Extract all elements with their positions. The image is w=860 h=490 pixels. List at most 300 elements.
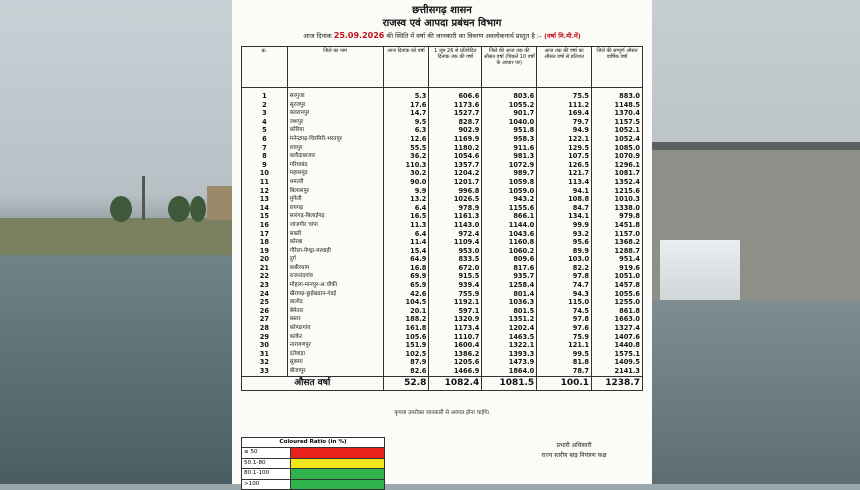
annual-avg-cell: 1575.1 (592, 350, 643, 359)
table-row (242, 307, 643, 316)
serial-cell: 25 (242, 298, 288, 307)
avg-to-date-cell: 1040.0 (482, 118, 537, 127)
since-june-cell: 1169.9 (429, 135, 482, 144)
since-june-cell: 1173.4 (429, 324, 482, 333)
percent-cell: 111.2 (537, 101, 592, 110)
table-row (242, 298, 643, 307)
avg-to-date-cell: 951.8 (482, 126, 537, 135)
avg-to-date-cell: 1160.8 (482, 238, 537, 247)
table-row (242, 247, 643, 256)
since-june-cell: 1026.5 (429, 195, 482, 204)
annual-avg-cell: 1010.3 (592, 195, 643, 204)
avg-to-date-cell: 943.2 (482, 195, 537, 204)
avg-to-date-cell: 911.6 (482, 144, 537, 153)
table-row (242, 264, 643, 273)
avg-to-date-cell: 1155.6 (482, 204, 537, 213)
today-cell: 5.3 (383, 92, 429, 101)
today-cell: 13.2 (383, 195, 429, 204)
percent-cell: 97.8 (537, 272, 592, 281)
serial-cell: 28 (242, 324, 288, 333)
table-row (242, 221, 643, 230)
annual-avg-cell: 1440.8 (592, 341, 643, 350)
district-cell: बालोद (287, 298, 383, 307)
district-cell: दुर्ग (287, 255, 383, 264)
legend-colour-swatch (291, 480, 384, 490)
avg-to-date-cell: 1202.4 (482, 324, 537, 333)
percent-cell: 121.7 (537, 169, 592, 178)
district-cell: कांकेर (287, 333, 383, 342)
avg-to-date-cell: 935.7 (482, 272, 537, 281)
percent-cell: 121.1 (537, 341, 592, 350)
since-june-cell: 915.5 (429, 272, 482, 281)
percent-cell: 97.6 (537, 324, 592, 333)
today-cell: 14.7 (383, 109, 429, 118)
serial-cell: 32 (242, 358, 288, 367)
district-cell: नारायणपुर (287, 341, 383, 350)
percent-cell: 75.5 (537, 92, 592, 101)
table-row (242, 144, 643, 153)
district-cell: खैरागढ़-छुईखदान-गंडई (287, 290, 383, 299)
since-june-cell: 1143.0 (429, 221, 482, 230)
district-cell: दंतेवाड़ा (287, 350, 383, 359)
avg-to-date-cell: 981.3 (482, 152, 537, 161)
serial-cell: 13 (242, 195, 288, 204)
since-june-cell: 1205.6 (429, 358, 482, 367)
percent-cell: 99.5 (537, 350, 592, 359)
today-cell: 9.9 (383, 187, 429, 196)
percent-cell: 129.5 (537, 144, 592, 153)
table-row (242, 272, 643, 281)
avg-to-date-cell: 989.7 (482, 169, 537, 178)
today-cell: 104.5 (383, 298, 429, 307)
percent-cell: 126.5 (537, 161, 592, 170)
signature-block (514, 441, 634, 461)
today-cell: 30.2 (383, 169, 429, 178)
legend-range-label: 50.1-80 (242, 459, 291, 469)
annual-avg-cell: 1409.5 (592, 358, 643, 367)
col-header-since-june: 1 जून 26 से प्रतिवेदित दिनांक तक की वर्षा (429, 47, 482, 88)
serial-cell: 23 (242, 281, 288, 290)
percent-cell: 78.7 (537, 367, 592, 376)
table-row (242, 178, 643, 187)
today-cell: 6.4 (383, 230, 429, 239)
table-row (242, 333, 643, 342)
percent-cell: 115.0 (537, 298, 592, 307)
total-avg-to-date: 1081.5 (482, 376, 537, 390)
percent-cell: 122.1 (537, 135, 592, 144)
legend-title: Coloured Ratio (in %) (242, 438, 384, 448)
avg-to-date-cell: 1864.0 (482, 367, 537, 376)
table-row (242, 212, 643, 221)
table-row (242, 109, 643, 118)
today-cell: 6.3 (383, 126, 429, 135)
table-row (242, 324, 643, 333)
serial-cell: 12 (242, 187, 288, 196)
serial-cell: 9 (242, 161, 288, 170)
table-row (242, 204, 643, 213)
avg-to-date-cell: 1072.9 (482, 161, 537, 170)
today-cell: 102.5 (383, 350, 429, 359)
percent-cell: 93.2 (537, 230, 592, 239)
table-row (242, 255, 643, 264)
serial-cell: 10 (242, 169, 288, 178)
percent-cell: 94.9 (537, 126, 592, 135)
serial-cell: 14 (242, 204, 288, 213)
table-row (242, 281, 643, 290)
serial-cell: 19 (242, 247, 288, 256)
closing-note: कृपया उपरोक्त जानकारी से अवगत होना चाहेंगे। (394, 410, 490, 416)
department-title: राजस्व एवं आपदा प्रबंधन विभाग (382, 18, 502, 29)
annual-avg-cell: 1352.4 (592, 178, 643, 187)
percent-cell: 79.7 (537, 118, 592, 127)
serial-cell: 26 (242, 307, 288, 316)
annual-avg-cell: 1368.2 (592, 238, 643, 247)
serial-cell: 5 (242, 126, 288, 135)
col-header-annual-avg: जिले की सम्पूर्ण औसत वार्षिक वर्षा (592, 47, 643, 88)
percent-cell: 84.7 (537, 204, 592, 213)
district-cell: बलौदाबाजार (287, 152, 383, 161)
spillway-water (660, 240, 740, 302)
legend-colour-swatch (291, 448, 384, 458)
percent-cell: 108.8 (537, 195, 592, 204)
total-percent: 100.1 (537, 376, 592, 390)
serial-cell: 30 (242, 341, 288, 350)
avg-to-date-cell: 1351.2 (482, 315, 537, 324)
avg-to-date-cell: 1036.3 (482, 298, 537, 307)
district-cell: राजनांदगांव (287, 272, 383, 281)
table-row (242, 135, 643, 144)
signatory-office: राज्य स्तरीय बाढ़ नियंत्रण कक्ष (541, 452, 607, 459)
today-cell: 82.6 (383, 367, 429, 376)
serial-cell: 11 (242, 178, 288, 187)
total-annual-avg: 1238.7 (592, 376, 643, 390)
district-cell: महासमुंद (287, 169, 383, 178)
today-cell: 36.2 (383, 152, 429, 161)
district-cell: धमतरी (287, 178, 383, 187)
report-date: 25.09.2026 (333, 31, 385, 40)
annual-avg-cell: 1327.4 (592, 324, 643, 333)
colour-legend (241, 437, 385, 490)
since-june-cell: 1320.9 (429, 315, 482, 324)
today-cell: 90.0 (383, 178, 429, 187)
total-label: औसत वर्षा (242, 376, 384, 390)
since-june-cell: 1110.7 (429, 333, 482, 342)
table-row (242, 367, 643, 376)
district-cell: बस्तर (287, 315, 383, 324)
since-june-cell: 1054.6 (429, 152, 482, 161)
percent-cell: 94.3 (537, 290, 592, 299)
annual-avg-cell: 1457.8 (592, 281, 643, 290)
district-cell: मोहला-मानपुर-अ.चौकी (287, 281, 383, 290)
tree (190, 196, 206, 222)
table-row (242, 169, 643, 178)
rainfall-table (241, 46, 643, 391)
today-cell: 16.8 (383, 264, 429, 273)
since-june-cell: 833.5 (429, 255, 482, 264)
since-june-cell: 1192.1 (429, 298, 482, 307)
district-cell: बलरामपुर (287, 109, 383, 118)
legend-item (242, 469, 384, 480)
background-photo-left (0, 0, 232, 484)
legend-item (242, 459, 384, 470)
district-cell: सारंगढ़-बिलाईगढ़ (287, 212, 383, 221)
legend-item (242, 448, 384, 459)
percent-cell: 99.9 (537, 221, 592, 230)
background-photo-right (652, 0, 860, 484)
annual-avg-cell: 1296.1 (592, 161, 643, 170)
district-cell: कबीरधाम (287, 264, 383, 273)
district-cell: रायगढ़ (287, 204, 383, 213)
annual-avg-cell: 1407.6 (592, 333, 643, 342)
legend-colour-swatch (291, 469, 384, 479)
today-cell: 42.6 (383, 290, 429, 299)
annual-avg-cell: 1148.5 (592, 101, 643, 110)
annual-avg-cell: 1157.5 (592, 118, 643, 127)
legend-range-label: 80.1-100 (242, 469, 291, 479)
district-cell: जांजगीर चांपा (287, 221, 383, 230)
today-cell: 69.9 (383, 272, 429, 281)
riverbank (0, 218, 232, 258)
today-cell: 11.3 (383, 221, 429, 230)
annual-avg-cell: 1451.8 (592, 221, 643, 230)
table-row (242, 358, 643, 367)
table-row (242, 161, 643, 170)
subtitle-text: की स्थिति में वर्षा की जानकारी का विवरण अवलोकनार्थ प्रस्तुत है :– (386, 32, 543, 40)
govt-title: छत्तीसगढ़ शासन (412, 5, 472, 16)
avg-to-date-cell: 1473.9 (482, 358, 537, 367)
col-header-percent: आज तक की वर्षा का औसत वर्षा से प्रतिशत (537, 47, 592, 88)
avg-to-date-cell: 958.3 (482, 135, 537, 144)
avg-to-date-cell: 866.1 (482, 212, 537, 221)
total-today: 52.8 (383, 376, 429, 390)
annual-avg-cell: 1070.9 (592, 152, 643, 161)
unit-label: (वर्षा मि.मी.में) (544, 32, 581, 40)
today-cell: 87.9 (383, 358, 429, 367)
building (207, 186, 232, 220)
today-cell: 188.2 (383, 315, 429, 324)
table-row (242, 101, 643, 110)
table-row (242, 187, 643, 196)
annual-avg-cell: 1052.4 (592, 135, 643, 144)
table-row (242, 118, 643, 127)
avg-to-date-cell: 801.4 (482, 290, 537, 299)
serial-cell: 17 (242, 230, 288, 239)
today-cell: 64.9 (383, 255, 429, 264)
today-cell: 16.5 (383, 212, 429, 221)
light-pole (142, 176, 145, 220)
total-since-june: 1082.4 (429, 376, 482, 390)
percent-cell: 113.4 (537, 178, 592, 187)
subtitle-prefix: आज दिनांक (303, 32, 332, 40)
today-cell: 110.3 (383, 161, 429, 170)
legend-item (242, 480, 384, 490)
avg-to-date-cell: 1059.0 (482, 187, 537, 196)
annual-avg-cell: 979.8 (592, 212, 643, 221)
annual-avg-cell: 1085.0 (592, 144, 643, 153)
today-cell: 20.1 (383, 307, 429, 316)
district-cell: मनेन्द्रगढ़-चिरमिरी-भरतपुर (287, 135, 383, 144)
district-cell: सरगुजा (287, 92, 383, 101)
since-june-cell: 1386.2 (429, 350, 482, 359)
since-june-cell: 1180.2 (429, 144, 482, 153)
district-cell: रायपुर (287, 144, 383, 153)
percent-cell: 89.9 (537, 247, 592, 256)
today-cell: 9.5 (383, 118, 429, 127)
serial-cell: 8 (242, 152, 288, 161)
district-cell: गौरेला-पेण्ड्रा-मरवाही (287, 247, 383, 256)
report-subtitle (240, 31, 644, 41)
since-june-cell: 939.4 (429, 281, 482, 290)
district-cell: कोरबा (287, 238, 383, 247)
annual-avg-cell: 1370.4 (592, 109, 643, 118)
percent-cell: 95.6 (537, 238, 592, 247)
serial-cell: 22 (242, 272, 288, 281)
percent-cell: 81.8 (537, 358, 592, 367)
since-june-cell: 828.7 (429, 118, 482, 127)
legend-colour-swatch (291, 459, 384, 469)
percent-cell: 82.2 (537, 264, 592, 273)
since-june-cell: 672.0 (429, 264, 482, 273)
since-june-cell: 597.1 (429, 307, 482, 316)
annual-avg-cell: 1288.7 (592, 247, 643, 256)
since-june-cell: 1466.9 (429, 367, 482, 376)
serial-cell: 3 (242, 109, 288, 118)
table-row (242, 126, 643, 135)
district-cell: कोण्डागांव (287, 324, 383, 333)
today-cell: 55.5 (383, 144, 429, 153)
since-june-cell: 902.9 (429, 126, 482, 135)
serial-cell: 15 (242, 212, 288, 221)
today-cell: 161.8 (383, 324, 429, 333)
percent-cell: 169.4 (537, 109, 592, 118)
district-cell: बेमेतरा (287, 307, 383, 316)
serial-cell: 2 (242, 101, 288, 110)
annual-avg-cell: 1052.1 (592, 126, 643, 135)
tree (110, 196, 132, 222)
district-cell: सुकमा (287, 358, 383, 367)
col-header-sn: क्र. (242, 47, 288, 88)
signatory-title: प्रभारी अधिकारी (556, 442, 592, 449)
annual-avg-cell: 2141.3 (592, 367, 643, 376)
since-june-cell: 978.9 (429, 204, 482, 213)
serial-cell: 18 (242, 238, 288, 247)
today-cell: 12.6 (383, 135, 429, 144)
percent-cell: 134.1 (537, 212, 592, 221)
percent-cell: 74.7 (537, 281, 592, 290)
percent-cell: 97.8 (537, 315, 592, 324)
table-row (242, 290, 643, 299)
since-june-cell: 1357.7 (429, 161, 482, 170)
annual-avg-cell: 1255.0 (592, 298, 643, 307)
total-row (242, 376, 643, 390)
serial-cell: 33 (242, 367, 288, 376)
percent-cell: 107.5 (537, 152, 592, 161)
rainfall-report (232, 0, 652, 487)
district-cell: मुंगेली (287, 195, 383, 204)
district-cell: बीजापुर (287, 367, 383, 376)
annual-avg-cell: 951.4 (592, 255, 643, 264)
table-row (242, 92, 643, 101)
since-june-cell: 1161.3 (429, 212, 482, 221)
serial-cell: 27 (242, 315, 288, 324)
table-row (242, 350, 643, 359)
avg-to-date-cell: 1393.3 (482, 350, 537, 359)
avg-to-date-cell: 801.5 (482, 307, 537, 316)
serial-cell: 20 (242, 255, 288, 264)
today-cell: 11.4 (383, 238, 429, 247)
col-header-today: आज दिनांक को वर्षा (383, 47, 429, 88)
serial-cell: 6 (242, 135, 288, 144)
percent-cell: 74.5 (537, 307, 592, 316)
tree (168, 196, 190, 222)
since-june-cell: 953.0 (429, 247, 482, 256)
avg-to-date-cell: 1463.5 (482, 333, 537, 342)
annual-avg-cell: 1338.0 (592, 204, 643, 213)
annual-avg-cell: 1663.0 (592, 315, 643, 324)
since-june-cell: 1204.2 (429, 169, 482, 178)
river-water (0, 255, 232, 484)
avg-to-date-cell: 1043.6 (482, 230, 537, 239)
table-row (242, 195, 643, 204)
district-cell: सक्ती (287, 230, 383, 239)
avg-to-date-cell: 1060.2 (482, 247, 537, 256)
today-cell: 6.4 (383, 204, 429, 213)
legend-range-label: ≤ 50 (242, 448, 291, 458)
today-cell: 105.6 (383, 333, 429, 342)
reservoir-water (652, 300, 860, 484)
serial-cell: 1 (242, 92, 288, 101)
district-cell: कोरिया (287, 126, 383, 135)
since-june-cell: 972.4 (429, 230, 482, 239)
serial-cell: 31 (242, 350, 288, 359)
today-cell: 17.6 (383, 101, 429, 110)
avg-to-date-cell: 817.6 (482, 264, 537, 273)
serial-cell: 29 (242, 333, 288, 342)
since-june-cell: 1109.4 (429, 238, 482, 247)
since-june-cell: 996.8 (429, 187, 482, 196)
serial-cell: 7 (242, 144, 288, 153)
serial-cell: 16 (242, 221, 288, 230)
annual-avg-cell: 1081.7 (592, 169, 643, 178)
district-cell: सूरजपुर (287, 101, 383, 110)
table-header-row (242, 47, 643, 88)
annual-avg-cell: 1215.6 (592, 187, 643, 196)
serial-cell: 21 (242, 264, 288, 273)
annual-avg-cell: 883.0 (592, 92, 643, 101)
today-cell: 15.4 (383, 247, 429, 256)
percent-cell: 75.9 (537, 333, 592, 342)
district-cell: जशपुर (287, 118, 383, 127)
since-june-cell: 1173.6 (429, 101, 482, 110)
table-row (242, 341, 643, 350)
percent-cell: 94.1 (537, 187, 592, 196)
annual-avg-cell: 861.8 (592, 307, 643, 316)
avg-to-date-cell: 1322.1 (482, 341, 537, 350)
avg-to-date-cell: 1258.4 (482, 281, 537, 290)
since-june-cell: 755.9 (429, 290, 482, 299)
district-cell: बिलासपुर (287, 187, 383, 196)
since-june-cell: 1527.7 (429, 109, 482, 118)
today-cell: 65.9 (383, 281, 429, 290)
since-june-cell: 1600.4 (429, 341, 482, 350)
serial-cell: 4 (242, 118, 288, 127)
serial-cell: 24 (242, 290, 288, 299)
col-header-district: जिले का नाम (287, 47, 383, 88)
annual-avg-cell: 1051.0 (592, 272, 643, 281)
table-row (242, 315, 643, 324)
col-header-avg-to-date: जिले की आज तक की औसत वर्षा (पिछले 10 वर्षों के आधार पर) (482, 47, 537, 88)
table-row (242, 238, 643, 247)
